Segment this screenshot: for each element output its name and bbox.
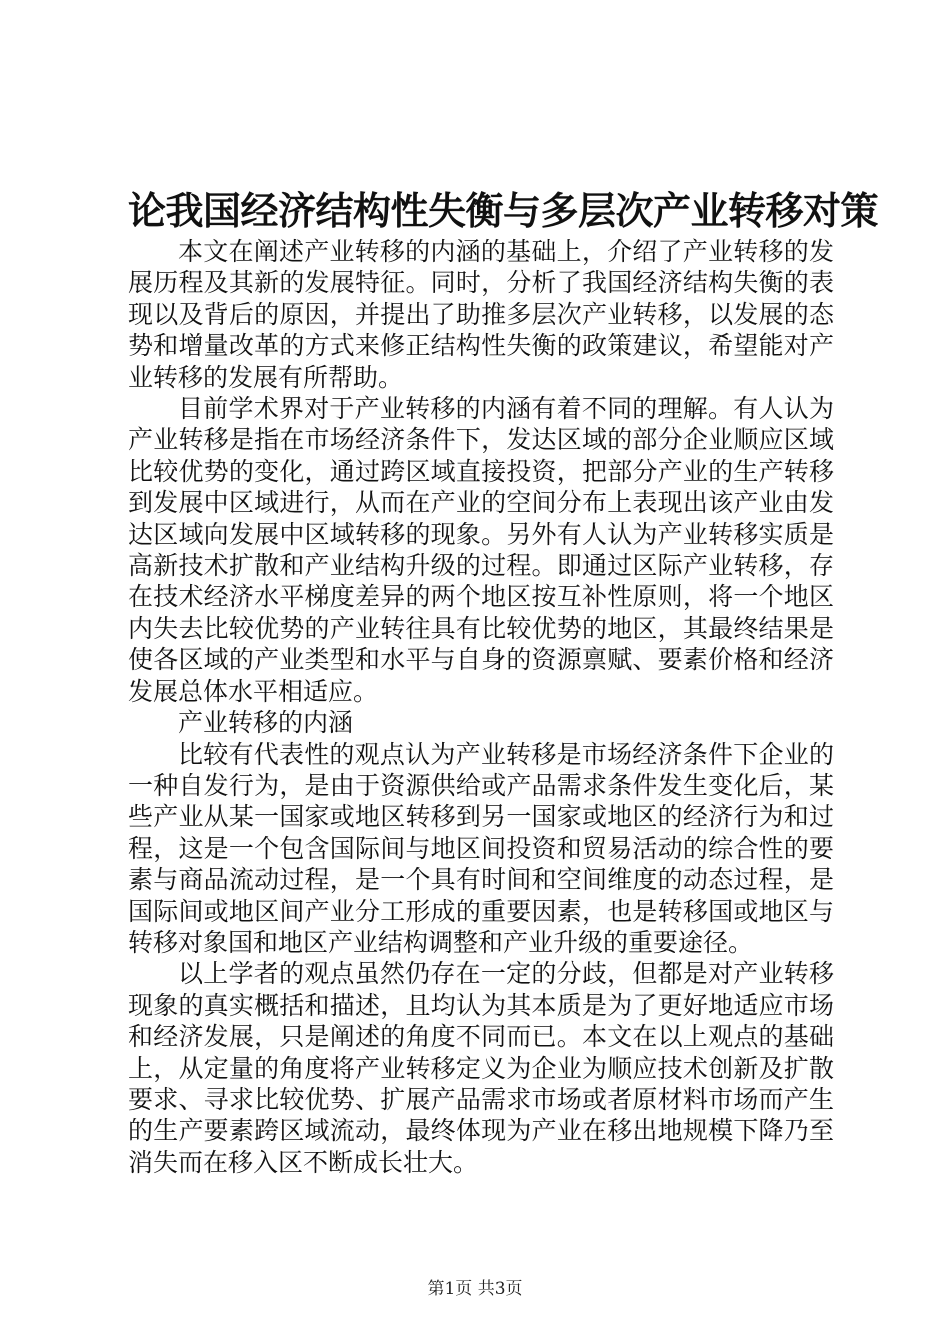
section-heading: 产业转移的内涵: [178, 708, 354, 738]
document-body: [128, 236, 834, 1178]
page-title: 论我国经济结构性失衡与多层次产业转移对策: [128, 188, 879, 233]
paragraph-summary-definition: 以上学者的观点虽然仍存在一定的分歧，但都是对产业转移现象的真实概括和描述，且均认为其本质是为了更好地适应市场和经济发展，只是阐述的角度不同而已。本文在以上观点的基础上，从定量的角度将产业转移定义为企业为顺应技术创新及扩散要求、寻求比较优势、扩展产品需求市场或者原材料市场而产生的生产要素跨区域流动，最终体现为产业在移出地规模下降乃至消失而在移入区不断成长壮大。: [128, 959, 834, 1177]
page-number-footer: 第1页 共3页: [427, 1279, 523, 1299]
paragraph-representative-view: 比较有代表性的观点认为产业转移是市场经济条件下企业的一种自发行为，是由于资源供给或产品需求条件发生变化后，某些产业从某一国家或地区转移到另一国家或地区的经济行为和过程，这是一个包含国际间与地区间投资和贸易活动的综合性的要素与商品流动过程，是一个具有时间和空间维度的动态过程，是国际间或地区间产业分工形成的重要因素，也是转移国或地区与转移对象国和地区产业结构调整和产业升级的重要途径。: [128, 739, 834, 957]
paragraph-abstract: 本文在阐述产业转移的内涵的基础上，介绍了产业转移的发展历程及其新的发展特征。同时，分析了我国经济结构失衡的表现以及背后的原因，并提出了助推多层次产业转移，以发展的态势和增量改革的方式来修正结构性失衡的政策建议，希望能对产业转移的发展有所帮助。: [128, 237, 834, 392]
paragraph-definitions: 目前学术界对于产业转移的内涵有着不同的理解。有人认为产业转移是指在市场经济条件下，发达区域的部分企业顺应区域比较优势的变化，通过跨区域直接投资，把部分产业的生产转移到发展中区域进行，从而在产业的空间分布上表现出该产业由发达区域向发展中区域转移的现象。另外有人认为产业转移实质是高新技术扩散和产业结构升级的过程。即通过区际产业转移，存在技术经济水平梯度差异的两个地区按互补性原则，将一个地区内失去比较优势的产业转往具有比较优势的地区，其最终结果是使各区域的产业类型和水平与自身的资源禀赋、要素价格和经济发展总体水平相适应。: [128, 394, 834, 706]
